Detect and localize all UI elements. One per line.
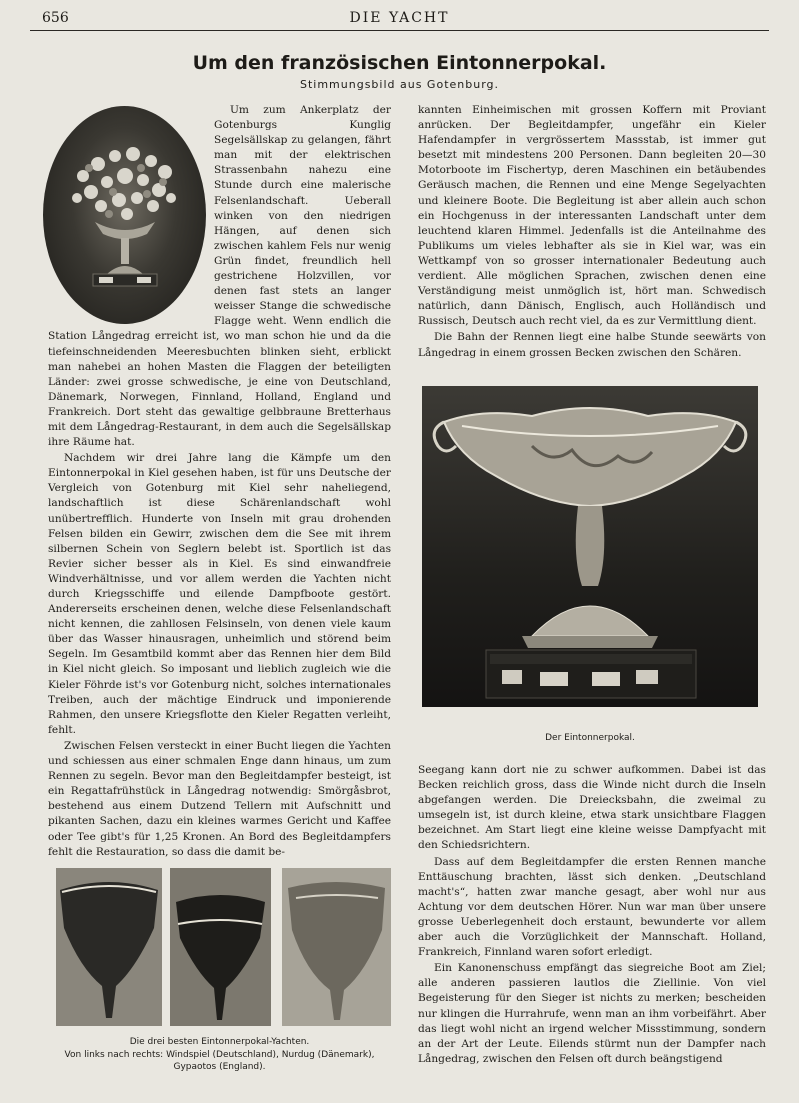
page-number: 656 xyxy=(42,10,69,26)
yachts-caption-line: Die drei besten Eintonnerpokal-Yachten. xyxy=(129,1037,310,1047)
yachts-caption xyxy=(48,1036,391,1074)
yachts-caption-line: Von links nach rechts: Windspiel (Deutschland), Nurdug (Dänemark), xyxy=(64,1049,375,1060)
paragraph: Nachdem wir drei Jahre lang die Kämpfe um den Eintonnerpokal in Kiel gesehen haben, ist für uns Deutsche der Vergleich von Gotenburg mit Kiel sehr naheliegend, landschaftlich ist diese Schärenlandschaft wohl unübertrefflich. Hunderte von Inseln mit grau drohenden Felsen bilden ein Gewirr, zwischen dem die See mit ihrem silbernen Schein von Seglern belebt ist. Sportlich ist das Revier sicher besser als in Kiel. Es sind einwandfreie Windverhältnisse, und vor allem werden die Yachten nicht durch Kriegsschiffe und eilende Dampfboote gestört. Andererseits erscheinen denen, welche diese Felsenlandschaft nicht kennen, die zahllosen Felsinseln, von denen viele kaum über das Wasser hinausragen, unheimlich und störend beim Segeln. Im Gesamtbild kommt aber das Rennen hier dem Bild in Kiel nicht gleich. So imposant und lieblich zugleich wie die Kieler Föhrde ist's vor Gotenburg nicht, solches internationales Treiben, auch der mächtige Eindruck und imponierende Rahmen, den unsere Kriegsflotte den Kieler Regatten verleiht, fehlt. xyxy=(48,452,391,736)
cup-caption: Der Eintonnerpokal. xyxy=(545,733,635,743)
yacht-hull-illustration xyxy=(282,868,391,1026)
yacht-photo-nurdug xyxy=(170,868,271,1026)
paragraph: kannten Einheimischen mit grossen Koffern mit Proviant anrücken. Der Begleitdampfer, ungefähr ein Kieler Hafendampfer in vergrössertem Massstab, ist immer gut besetzt mit mindestens 200 Personen. Dann begleiten 20—30 Motorboote im Fischertyp, deren Maschinen ein betäubendes Geräusch machen, die Rennen und eine Menge Segelyachten und kleinere Boote. Die Begleitung ist aber allein auch schon ein Hochgenuss in der interessanten Landschaft unter dem leuchtend klaren Himmel. Jedenfalls ist die Anteilnahme des Publikums um vieles lebhafter als sie in Kiel war, was ein Wettkampf von so grosser internationaler Bedeutung auch verdient. Alle möglichen Sprachen, zwischen denen eine Verständigung meist unmöglich ist, hört man. Schwedisch natürlich, dann Dänisch, Englisch, auch Holländisch und Russisch, Deutsch auch recht viel, da es zur Vermittlung dient. xyxy=(418,104,766,328)
paragraph: Zwischen Felsen versteckt in einer Bucht liegen die Yachten und schiessen aus einer schmalen Enge dann hinaus, um zum Rennen zu segeln. Bevor man den Begleitdampfer besteigt, ist ein Regattafrühstück in Långedrag notwendig: Smörgåsbrot, bestehend aus einem Dutzend Tellern mit Aufschnitt und pikanten Sachen, dazu ein kleines warmes Gericht und Kaffee oder Tee gibt's für 1,25 Kronen. An Bord des Begleitdampfers fehlt die Restauration, so dass die damit be- xyxy=(48,739,391,858)
yacht-photo-gypaotos xyxy=(282,868,391,1026)
paragraph: Ein Kanonenschuss empfängt das siegreiche Boot am Ziel; alle anderen passieren lautlos die Ziellinie. Von viel Begeisterung für den Sieger ist nichts zu merken; bescheiden nur klingen die Hurrahrufe, wenn man an ihm vorbeifährt. Aber das liegt wohl nicht an irgend welcher Missstimmung, sondern an der Art der Leute. Eilends stürmt nun der Dampfer nach Långedrag, zwischen den Felsen oft durch beängstigend xyxy=(418,962,766,1065)
right-column-bottom xyxy=(418,763,766,1068)
article-title: Um den französischen Eintonnerpokal. xyxy=(192,52,607,74)
paragraph: Dass auf dem Begleitdampfer die ersten Rennen manche Enttäuschung brachten, lässt sich denken. „Deutschland macht's“, hatten zwar manche gesagt, aber wohl nur aus Achtung vor dem deutschen Hörer. Nun war man über unsere grosse Ueberlegenheit doch erstaunt, bewunderte vor allem aber auch die Vorzüglichkeit der Mannschaft. Holland, Frankreich, Finnland waren sofort erledigt. xyxy=(418,855,766,959)
yacht-hull-illustration xyxy=(56,868,162,1026)
yacht-photo-windspiel xyxy=(56,868,162,1026)
yachts-caption-line: Gypaotos (England). xyxy=(173,1062,266,1072)
article-subtitle: Stimmungsbild aus Gotenburg. xyxy=(299,78,500,91)
paragraph: Die Bahn der Rennen liegt eine halbe Stunde seewärts von Långedrag in einem grossen Becken zwischen den Schären. xyxy=(418,331,766,359)
paragraph: Um zum Ankerplatz der Gotenburgs Kunglig Segelsällskap zu gelangen, fährt man mit der elektrischen Strassenbahn nahezu eine Stunde durch eine malerische Felsenlandschaft. Ueberall winken von den niedrigen Hängen, auf denen sich zwischen kahlem Fels nur wenig Grün findet, freundlich hell gestrichene Holzvillen, vor denen fast stets an langer weisser Stange die schwedische Flagge weht. Wenn endlich die Station Långedrag erreicht ist, wo man schon hie und da die tiefeinschneidenden Meeresbuchten blinken sieht, erblickt man nahebei an hohen Masten die Flaggen der beteiligten Länder: zwei grosse schwedische, je eine von Deutschland, Dänemark, Norwegen, Finnland, Holland, England und Frankreich. Dort steht das gewaltige gelbbraune Bretterhaus mit dem Långedrag-Restaurant, in dem auch die Segelsällskap ihre Räume hat. xyxy=(48,104,391,449)
right-column-top xyxy=(418,103,766,362)
paragraph: Seegang kann dort nie zu schwer aufkommen. Dabei ist das Becken reichlich gross, dass die Winde nicht durch die Inseln abgefangen werden. Die Dreiecksbahn, die zweimal zu umsegeln ist, ist durch kleine, etwa stark unsichtbare Flaggen bezeichnet. Am Start liegt eine kleine weisse Dampfyacht mit den Schiedsrichtern. xyxy=(418,764,766,852)
running-header xyxy=(30,10,769,28)
journal-name: DIE YACHT xyxy=(349,10,450,26)
cup-photo xyxy=(422,386,758,707)
header-rule xyxy=(30,30,769,31)
cup-illustration xyxy=(422,386,758,707)
left-column xyxy=(48,103,391,861)
yacht-hull-illustration xyxy=(170,868,271,1026)
